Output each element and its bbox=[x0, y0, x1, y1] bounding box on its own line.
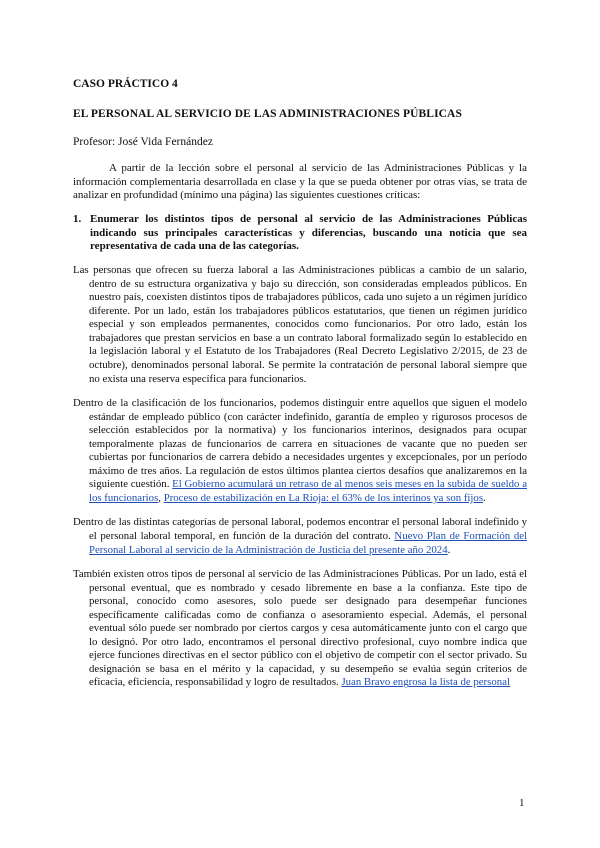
news-link-stabilization-la-rioja[interactable]: Proceso de estabilización en La Rioja: el 63% de los interinos ya son fijos bbox=[163, 491, 484, 504]
body-paragraph-4 bbox=[73, 568, 527, 690]
news-link-juan-bravo[interactable]: Juan Bravo engrosa la lista de personal bbox=[341, 676, 510, 689]
paragraph-end: . bbox=[483, 491, 486, 504]
question-number: 1. bbox=[73, 212, 82, 225]
case-title: CASO PRÁCTICO 4 bbox=[73, 78, 178, 90]
news-link-salary-delay[interactable]: El Gobierno acumulará un retraso de al menos seis meses en la subida de sueldo a los funcionarios bbox=[89, 478, 527, 504]
paragraph-text: Las personas que ofrecen su fuerza laboral a las Administraciones públicas a cambio de un salario, dentro de su estructura organizativa y bajo su dirección, son consideradas empleados públicos. En nuestro país, coexisten distintos tipos de trabajadores públicos, cada uno sujeto a un régimen jurídico diferente. Por un lado, están los trabajadores públicos estatutarios, que tienen un régimen jurídico especial y son empleados permanentes, conocidos como funcionarios. Por otro lado, están los trabajadores que prestan servicios en base a un contrato laboral formalizado según lo establecido en la legislación laboral y el Estatuto de los Trabajadores (Real Decreto Legislativo 2/2015, de 23 de octubre), denominados personal laboral. Se permite la contratación de personal laboral siempre que no exista una reserva específica para funcionarios. bbox=[73, 264, 527, 385]
paragraph-text: También existen otros tipos de personal al servicio de las Administraciones Públicas. Por un lado, está el personal eventual, que es nombrado y cesado libremente en base a la confianza. Este tipo de personal, conocido como asesores, solo puede ser designado para desempeñar funciones específicamente calificadas como de confianza o asesoramiento especial. Además, el personal eventual sólo puede ser nombrado por ciertos cargos y cesa automáticamente junto con el cargo que lo designó. Por otro lado, encontramos el personal directivo profesional, cuyo nombre indica que ejerce funciones directivas en el sector público con el objetivo de competir con el sector privado. Su designación se basa en el mérito y la capacidad, y su desempeño se evalúa según criterios de eficacia, eficiencia, responsabilidad y logro de resultados. bbox=[73, 568, 527, 689]
body-paragraph-1 bbox=[73, 264, 527, 386]
document-body bbox=[73, 78, 527, 701]
document-title: EL PERSONAL AL SERVICIO DE LAS ADMINISTRACIONES PÚBLICAS bbox=[73, 108, 462, 120]
paragraph-end: . bbox=[447, 543, 451, 556]
intro-paragraph: A partir de la lección sobre el personal al servicio de las Administraciones Públicas y la información complementaria desarrollada en clase y la que se pueda obtener por otras vías, se trata de analizar en profundidad (mínimo una página) las siguientes cuestiones críticas: bbox=[73, 162, 527, 202]
link-separator: , bbox=[158, 491, 161, 504]
question-text: Enumerar los distintos tipos de personal al servicio de las Administraciones Públicas indicando sus principales características y diferencias, buscando una noticia que sea representativa de cada una de las categorías. bbox=[90, 212, 527, 253]
paragraph-text: Dentro de la clasificación de los funcionarios, podemos distinguir entre aquellos que siguen el modelo estándar de empleado público (con carácter indefinido, garantía de empleo y rigurosos procesos de selección establecidos por la normativa) y los funcionarios interinos, designados para ocupar temporalmente plazas de funcionarios de carrera en situaciones de vacante que no pueden ser cubiertas por funcionarios de carrera debido a necesidades urgentes y excepcionales, por un período máximo de tres años. La regulación de estos últimos plantea ciertos desafíos que analizaremos en la siguiente cuestión. bbox=[73, 397, 527, 491]
body-paragraph-3 bbox=[73, 516, 527, 557]
professor-line: Profesor: José Vida Fernández bbox=[73, 136, 213, 148]
page-number: 1 bbox=[519, 797, 525, 809]
body-paragraph-2 bbox=[73, 397, 527, 505]
question-item bbox=[73, 213, 527, 254]
news-link-training-plan[interactable]: Nuevo Plan de Formación del Personal Laboral al servicio de la Administración de Justicia del presente año 2024 bbox=[89, 530, 528, 556]
paragraph-text: Dentro de las distintas categorías de personal laboral, podemos encontrar el personal laboral indefinido y el personal laboral temporal, en función de la duración del contrato. bbox=[73, 516, 527, 543]
